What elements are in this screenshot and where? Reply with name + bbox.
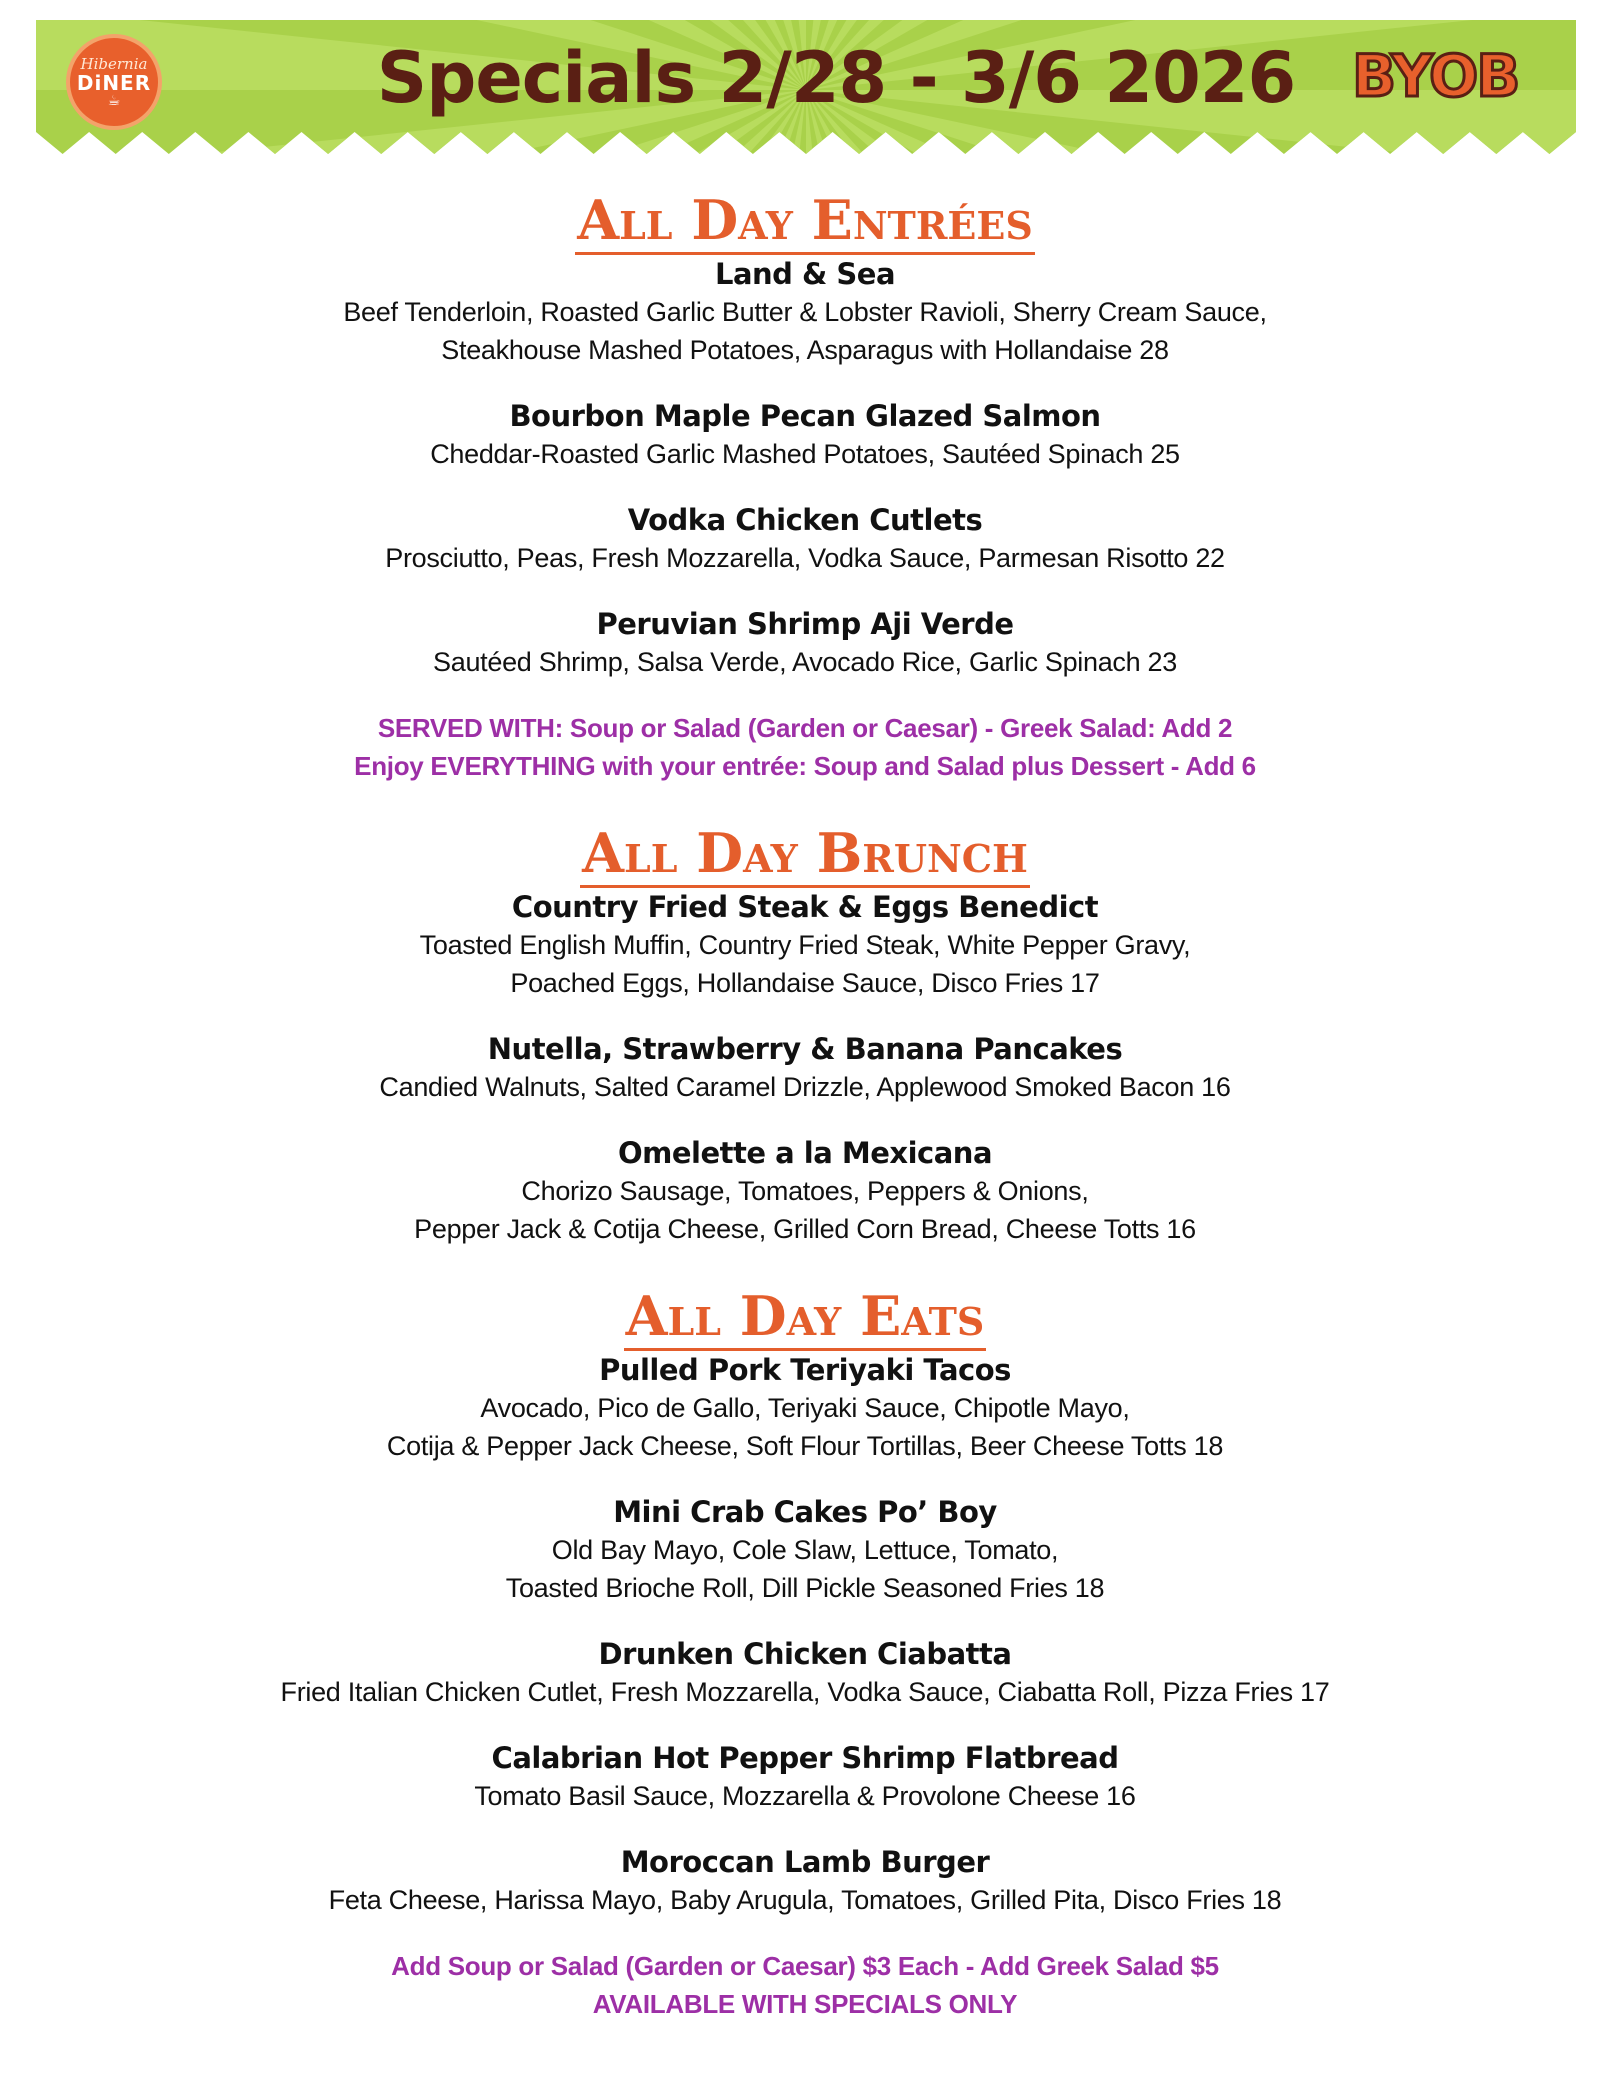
item-description: Toasted English Muffin, Country Fried Steak, White Pepper Gravy,	[419, 930, 1191, 960]
item-description: Pepper Jack & Cotija Cheese, Grilled Corn Bread, Cheese Totts 16	[414, 1214, 1196, 1244]
item-name: Pulled Pork Teriyaki Tacos	[599, 1353, 1011, 1387]
item-description: Sautéed Shrimp, Salsa Verde, Avocado Rice, Garlic Spinach 23	[433, 647, 1177, 677]
menu-item	[0, 1635, 1610, 1711]
item-name: Nutella, Strawberry & Banana Pancakes	[487, 1032, 1123, 1066]
item-description: Tomato Basil Sauce, Mozzarella & Provolone Cheese 16	[474, 1781, 1136, 1811]
item-name: Calabrian Hot Pepper Shrimp Flatbread	[491, 1741, 1119, 1775]
byob-badge: BYOB	[1352, 42, 1519, 110]
item-description: Steakhouse Mashed Potatoes, Asparagus with Hollandaise 28	[441, 335, 1169, 365]
section-heading: All Day Entrées	[575, 188, 1035, 255]
menu-item	[0, 501, 1610, 577]
specials-menu	[0, 188, 1610, 2023]
section-note: AVAILABLE WITH SPECIALS ONLY	[592, 1989, 1018, 2019]
menu-item	[0, 1030, 1610, 1106]
menu-item	[0, 1134, 1610, 1248]
item-name: Vodka Chicken Cutlets	[627, 503, 983, 537]
menu-item	[0, 1351, 1610, 1465]
section-heading: All Day Eats	[624, 1284, 987, 1351]
item-description: Prosciutto, Peas, Fresh Mozzarella, Vodka Sauce, Parmesan Risotto 22	[385, 543, 1225, 573]
item-description: Cheddar-Roasted Garlic Mashed Potatoes, Sautéed Spinach 25	[430, 439, 1180, 469]
menu-item	[0, 255, 1610, 369]
item-description: Old Bay Mayo, Cole Slaw, Lettuce, Tomato,	[551, 1535, 1059, 1565]
item-name: Peruvian Shrimp Aji Verde	[596, 607, 1014, 641]
item-description: Beef Tenderloin, Roasted Garlic Butter & Lobster Ravioli, Sherry Cream Sauce,	[343, 297, 1267, 327]
item-description: Cotija & Pepper Jack Cheese, Soft Flour Tortillas, Beer Cheese Totts 18	[386, 1431, 1224, 1461]
section-note: Add Soup or Salad (Garden or Caesar) $3 Each - Add Greek Salad $5	[391, 1951, 1219, 1981]
item-description: Feta Cheese, Harissa Mayo, Baby Arugula, Tomatoes, Grilled Pita, Disco Fries 18	[328, 1885, 1282, 1915]
section-note: SERVED WITH: Soup or Salad (Garden or Caesar) - Greek Salad: Add 2	[377, 713, 1233, 743]
item-description: Fried Italian Chicken Cutlet, Fresh Mozzarella, Vodka Sauce, Ciabatta Roll, Pizza Fries 17	[280, 1677, 1330, 1707]
hibernia-diner-logo: Hibernia DiNER ☕	[66, 34, 162, 130]
section-heading: All Day Brunch	[580, 821, 1030, 888]
menu-section	[0, 821, 1610, 1248]
item-description: Toasted Brioche Roll, Dill Pickle Seasoned Fries 18	[505, 1573, 1105, 1603]
page-title: Specials 2/28 - 3/6 2026	[376, 37, 1296, 119]
menu-section	[0, 1284, 1610, 2023]
coffee-cup-icon: ☕	[107, 92, 121, 109]
menu-item	[0, 1843, 1610, 1919]
item-description: Candied Walnuts, Salted Caramel Drizzle, Applewood Smoked Bacon 16	[379, 1072, 1231, 1102]
item-name: Mini Crab Cakes Po’ Boy	[613, 1495, 997, 1529]
item-name: Country Fried Steak & Eggs Benedict	[511, 890, 1099, 924]
item-description: Chorizo Sausage, Tomatoes, Peppers & Onions,	[521, 1176, 1089, 1206]
item-name: Bourbon Maple Pecan Glazed Salmon	[509, 399, 1101, 433]
item-description: Avocado, Pico de Gallo, Teriyaki Sauce, Chipotle Mayo,	[480, 1393, 1130, 1423]
menu-item	[0, 605, 1610, 681]
item-name: Omelette a la Mexicana	[617, 1136, 993, 1170]
menu-item	[0, 397, 1610, 473]
section-note: Enjoy EVERYTHING with your entrée: Soup and Salad plus Dessert - Add 6	[354, 751, 1256, 781]
item-name: Drunken Chicken Ciabatta	[598, 1637, 1012, 1671]
item-name: Moroccan Lamb Burger	[620, 1845, 990, 1879]
menu-item	[0, 1493, 1610, 1607]
menu-section	[0, 188, 1610, 785]
menu-item	[0, 1739, 1610, 1815]
header-banner	[36, 20, 1576, 154]
item-name: Land & Sea	[714, 257, 896, 291]
menu-item	[0, 888, 1610, 1002]
item-description: Poached Eggs, Hollandaise Sauce, Disco Fries 17	[510, 968, 1100, 998]
